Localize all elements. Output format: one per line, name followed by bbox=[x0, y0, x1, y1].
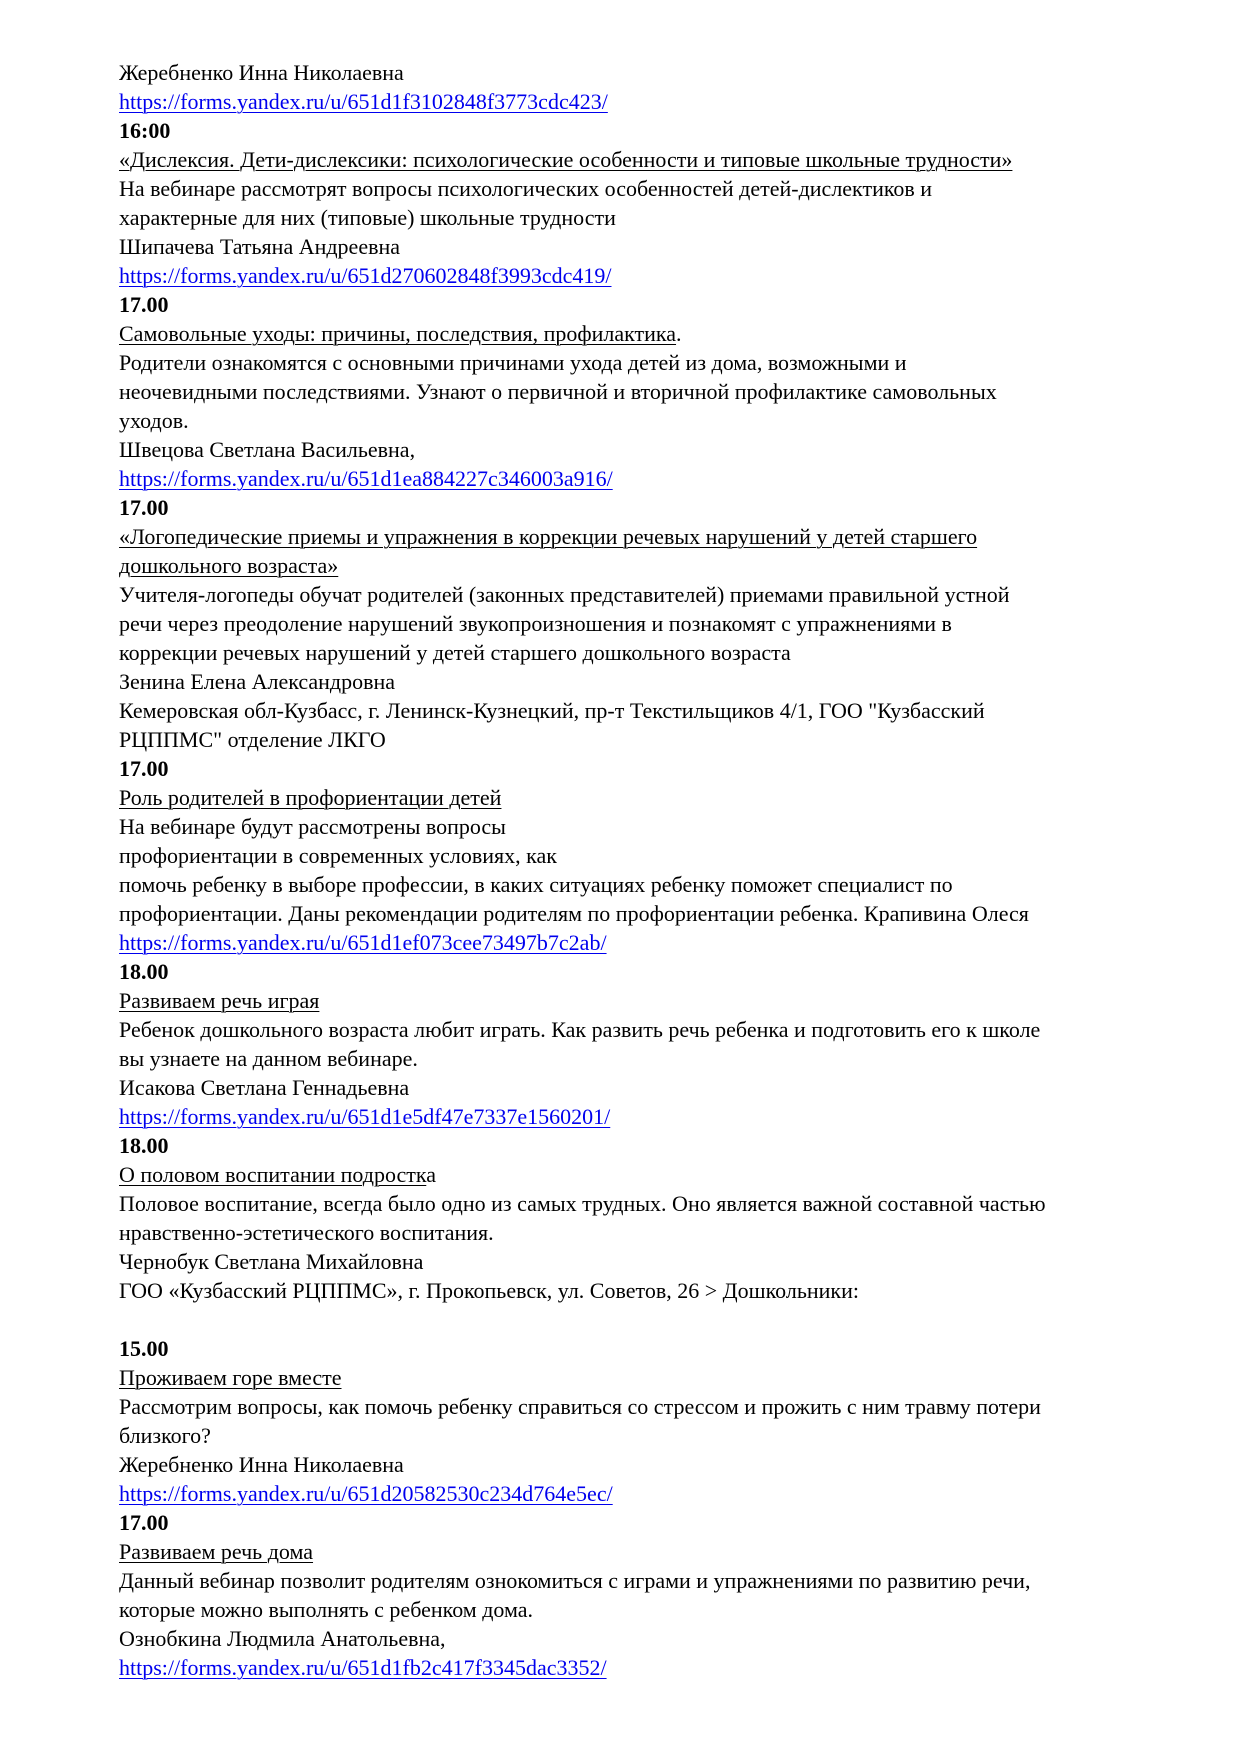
webinar-time: 17.00 bbox=[119, 495, 169, 520]
webinar-title: «Дислексия. Дети-дислексики: психологические особенности и типовые школьные трудности» bbox=[119, 147, 1013, 172]
webinar-title: Проживаем горе вместе bbox=[119, 1365, 342, 1390]
presenter-name: Чернобук Светлана Михайловна bbox=[119, 1249, 424, 1274]
webinar-time: 15.00 bbox=[119, 1336, 169, 1361]
registration-link[interactable]: https://forms.yandex.ru/u/651d1fb2c417f3345dac3352/ bbox=[119, 1655, 607, 1680]
webinar-description-line: Родители ознакомятся с основными причинами ухода детей из дома, возможными и bbox=[119, 350, 907, 375]
presenter-address: РЦППМС" отделение ЛКГО bbox=[119, 727, 386, 752]
registration-link[interactable]: https://forms.yandex.ru/u/651d1f3102848f3773cdc423/ bbox=[119, 89, 608, 114]
webinar-description-line: Учителя-логопеды обучат родителей (законных представителей) приемами правильной устной bbox=[119, 582, 1010, 607]
webinar-description-line: уходов. bbox=[119, 408, 189, 433]
webinar-description-line: помочь ребенку в выборе профессии, в каких ситуациях ребенку поможет специалист по bbox=[119, 872, 953, 897]
webinar-description-line: Половое воспитание, всегда было одно из самых трудных. Оно является важной составной частью bbox=[119, 1191, 1046, 1216]
webinar-time: 17.00 bbox=[119, 1510, 169, 1535]
presenter-address: Кемеровская обл-Кузбасс, г. Ленинск-Кузнецкий, пр-т Текстильщиков 4/1, ГОО "Кузбасский bbox=[119, 698, 985, 723]
webinar-description-line: Рассмотрим вопросы, как помочь ребенку справиться со стрессом и прожить с ним травму потери bbox=[119, 1394, 1041, 1419]
webinar-description-line: неочевидными последствиями. Узнают о первичной и вторичной профилактике самовольных bbox=[119, 379, 997, 404]
presenter-name: Исакова Светлана Геннадьевна bbox=[119, 1075, 410, 1100]
registration-link[interactable]: https://forms.yandex.ru/u/651d1ea884227c346003a916/ bbox=[119, 466, 613, 491]
webinar-description-line: которые можно выполнять с ребенком дома. bbox=[119, 1597, 534, 1622]
webinar-description-line: характерные для них (типовые) школьные трудности bbox=[119, 205, 616, 230]
presenter-name: Зенина Елена Александровна bbox=[119, 669, 396, 694]
presenter-address: ГОО «Кузбасский РЦППМС», г. Прокопьевск, ул. Советов, 26 > Дошкольники: bbox=[119, 1278, 859, 1303]
webinar-description-line: нравственно-эстетического воспитания. bbox=[119, 1220, 494, 1245]
presenter-name: Швецова Светлана Васильевна, bbox=[119, 437, 416, 462]
webinar-time: 18.00 bbox=[119, 959, 169, 984]
presenter-name: Шипачева Татьяна Андреевна bbox=[119, 234, 401, 259]
webinar-time: 17.00 bbox=[119, 756, 169, 781]
webinar-title: О половом воспитании подростк bbox=[119, 1162, 427, 1187]
webinar-description-line: профориентации. Даны рекомендации родителям по профориентации ребенка. Крапивина Олеся bbox=[119, 901, 1029, 926]
webinar-title: дошкольного возраста» bbox=[119, 553, 339, 578]
webinar-description-line: речи через преодоление нарушений звукопроизношения и познакомят с упражнениями в bbox=[119, 611, 952, 636]
registration-link[interactable]: https://forms.yandex.ru/u/651d1e5df47e7337e1560201/ bbox=[119, 1104, 611, 1129]
webinar-description-line: вы узнаете на данном вебинаре. bbox=[119, 1046, 418, 1071]
webinar-description-line: На вебинаре рассмотрят вопросы психологических особенностей детей-дислектиков и bbox=[119, 176, 933, 201]
webinar-description-line: Данный вебинар позволит родителям ознокомиться с играми и упражнениями по развитию речи, bbox=[119, 1568, 1031, 1593]
registration-link[interactable]: https://forms.yandex.ru/u/651d20582530c234d764e5ec/ bbox=[119, 1481, 613, 1506]
webinar-description-line: На вебинаре будут рассмотрены вопросы bbox=[119, 814, 506, 839]
presenter-name: Жеребненко Инна Николаевна bbox=[119, 60, 404, 85]
webinar-title: Самовольные уходы: причины, последствия, профилактика bbox=[119, 321, 677, 346]
webinar-title-tail: а bbox=[426, 1162, 437, 1187]
webinar-description-line: профориентации в современных условиях, как bbox=[119, 843, 557, 868]
webinar-time: 17.00 bbox=[119, 292, 169, 317]
webinar-title: Развиваем речь играя bbox=[119, 988, 320, 1013]
webinar-title: «Логопедические приемы и упражнения в коррекции речевых нарушений у детей старшего bbox=[119, 524, 978, 549]
presenter-name: Жеребненко Инна Николаевна bbox=[119, 1452, 404, 1477]
presenter-name: Ознобкина Людмила Анатольевна, bbox=[119, 1626, 446, 1651]
webinar-time: 18.00 bbox=[119, 1133, 169, 1158]
webinar-description-line: близкого? bbox=[119, 1423, 211, 1448]
registration-link[interactable]: https://forms.yandex.ru/u/651d270602848f3993cdc419/ bbox=[119, 263, 612, 288]
registration-link[interactable]: https://forms.yandex.ru/u/651d1ef073cee73497b7c2ab/ bbox=[119, 930, 607, 955]
webinar-description-line: Ребенок дошкольного возраста любит играть. Как развить речь ребенка и подготовить его к школе bbox=[119, 1017, 1041, 1042]
webinar-title: Роль родителей в профориентации детей bbox=[119, 785, 502, 810]
webinar-description-line: коррекции речевых нарушений у детей старшего дошкольного возраста bbox=[119, 640, 791, 665]
webinar-title: Развиваем речь дома bbox=[119, 1539, 314, 1564]
webinar-time: 16:00 bbox=[119, 118, 171, 143]
webinar-title-tail: . bbox=[676, 321, 682, 346]
